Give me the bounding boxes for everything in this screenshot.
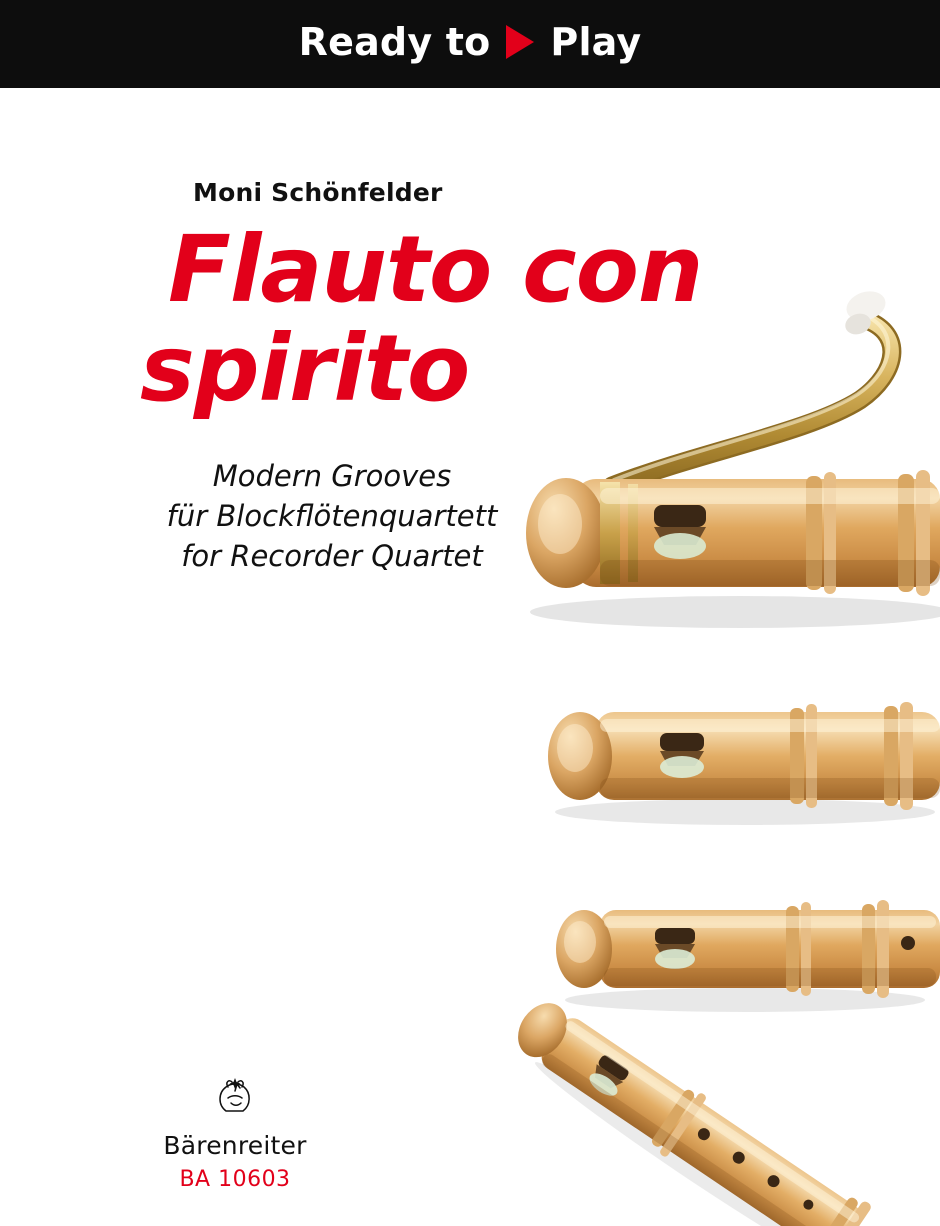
series-banner <box>0 0 940 88</box>
tenor-recorder <box>548 702 940 825</box>
composer-name: Moni Schönfelder <box>193 178 443 207</box>
barenreiter-bear-icon <box>206 1065 264 1123</box>
publisher-block <box>120 1065 350 1192</box>
title-line-2: spirito <box>140 315 470 423</box>
cover-subtitle <box>122 456 542 576</box>
title-line-1: Flauto con <box>168 216 703 323</box>
subtitle-line-2: für Blockflötenquartett <box>166 499 498 534</box>
publisher-name: Bärenreiter <box>163 1131 307 1160</box>
series-label-before: Ready to <box>298 20 491 64</box>
play-triangle-icon <box>506 25 534 59</box>
alto-recorder <box>556 900 940 1012</box>
soprano-recorder <box>501 986 873 1226</box>
series-banner-inner <box>298 20 642 64</box>
cover-title <box>140 216 728 423</box>
subtitle-line-3: for Recorder Quartet <box>181 539 483 574</box>
subtitle-line-1: Modern Grooves <box>212 459 452 493</box>
publisher-catalog-number: BA 10603 <box>179 1167 291 1192</box>
series-label-after: Play <box>550 20 642 64</box>
bass-recorder-body <box>526 470 940 596</box>
bocal-mouthpiece <box>843 287 890 338</box>
